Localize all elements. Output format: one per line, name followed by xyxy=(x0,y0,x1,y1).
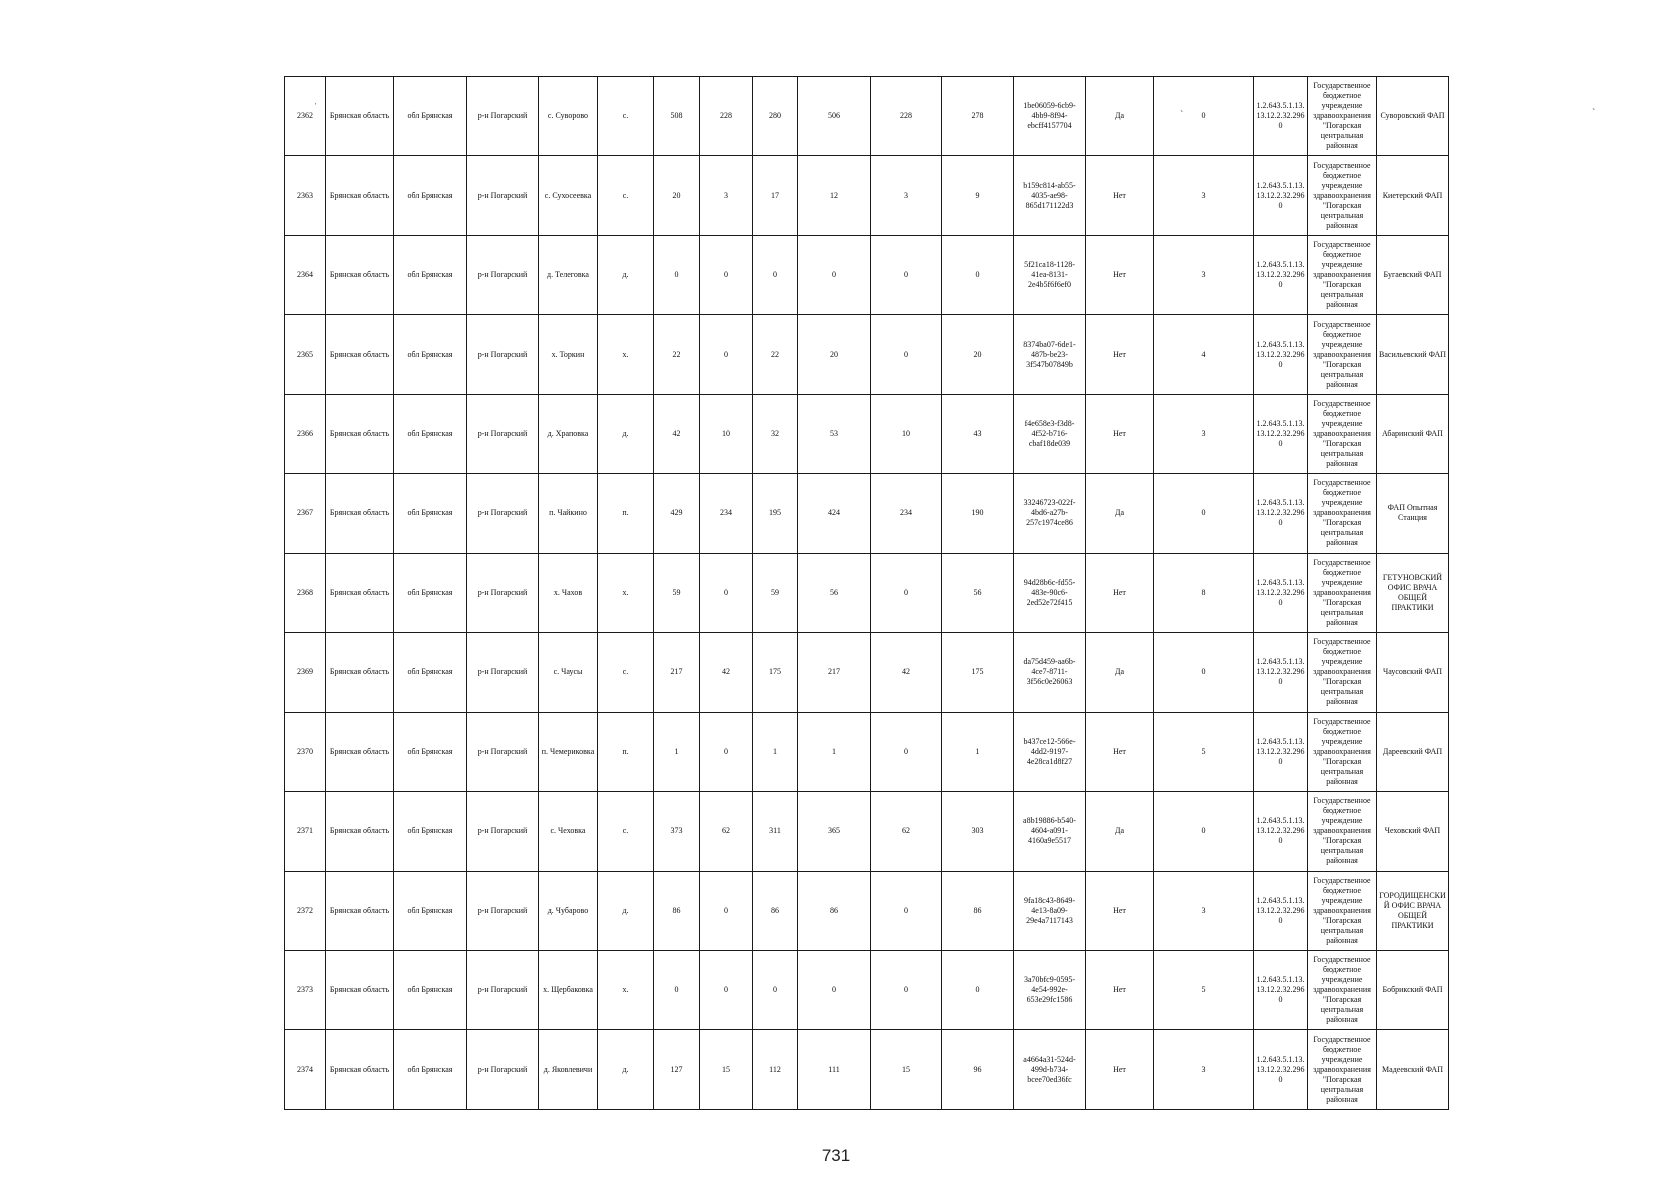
value-cell: 112 xyxy=(753,1030,798,1110)
flag-cell: Нет xyxy=(1086,712,1154,791)
region-cell: Брянская область xyxy=(326,315,394,394)
type-cell: с. xyxy=(598,792,654,871)
type-cell: с. xyxy=(598,77,654,156)
table-row xyxy=(285,792,1449,871)
oblast-cell: обл Брянская xyxy=(394,315,467,394)
code-cell: 1.2.643.5.1.13.13.12.2.32.2960 xyxy=(1254,871,1308,950)
settlement-cell: с. Чеховка xyxy=(539,792,598,871)
settlement-cell: х. Щербаковка xyxy=(539,950,598,1029)
guid-cell: 3a70bfc9-0595-4e54-992e-653e29fc1586 xyxy=(1014,950,1086,1029)
organization-cell: Государственное бюджетное учреждение здравоохранения "Погарская центральная районная xyxy=(1308,553,1377,632)
district-cell: р-н Погарский xyxy=(467,235,539,314)
count-cell: 0 xyxy=(1154,474,1254,553)
district-cell: р-н Погарский xyxy=(467,474,539,553)
row-number: 2362 xyxy=(285,77,326,156)
table-row xyxy=(285,871,1449,950)
value-cell: 0 xyxy=(871,553,942,632)
value-cell: 228 xyxy=(700,77,753,156)
settlement-cell: х. Чахов xyxy=(539,553,598,632)
code-cell: 1.2.643.5.1.13.13.12.2.32.2960 xyxy=(1254,712,1308,791)
row-number: 2370 xyxy=(285,712,326,791)
value-cell: 175 xyxy=(753,633,798,712)
settlement-cell: п. Чайкино xyxy=(539,474,598,553)
table-row xyxy=(285,553,1449,632)
value-cell: 190 xyxy=(942,474,1014,553)
type-cell: х. xyxy=(598,315,654,394)
value-cell: 1 xyxy=(942,712,1014,791)
value-cell: 127 xyxy=(654,1030,700,1110)
value-cell: 22 xyxy=(654,315,700,394)
code-cell: 1.2.643.5.1.13.13.12.2.32.2960 xyxy=(1254,792,1308,871)
code-cell: 1.2.643.5.1.13.13.12.2.32.2960 xyxy=(1254,1030,1308,1110)
table-row xyxy=(285,950,1449,1029)
guid-cell: a4664a31-524d-499d-b734-bcee70ed36fc xyxy=(1014,1030,1086,1110)
oblast-cell: обл Брянская xyxy=(394,394,467,473)
value-cell: 429 xyxy=(654,474,700,553)
value-cell: 217 xyxy=(654,633,700,712)
value-cell: 62 xyxy=(700,792,753,871)
fap-cell: ГОРОДИЩЕНСКИЙ ОФИС ВРАЧА ОБЩЕЙ ПРАКТИКИ xyxy=(1377,871,1449,950)
settlement-cell: х. Торкин xyxy=(539,315,598,394)
value-cell: 0 xyxy=(700,315,753,394)
region-cell: Брянская область xyxy=(326,950,394,1029)
code-cell: 1.2.643.5.1.13.13.12.2.32.2960 xyxy=(1254,553,1308,632)
organization-cell: Государственное бюджетное учреждение здравоохранения "Погарская центральная районная xyxy=(1308,712,1377,791)
table-row xyxy=(285,633,1449,712)
type-cell: п. xyxy=(598,474,654,553)
type-cell: х. xyxy=(598,553,654,632)
count-cell: 0 xyxy=(1154,77,1254,156)
value-cell: 217 xyxy=(798,633,871,712)
organization-cell: Государственное бюджетное учреждение здравоохранения "Погарская центральная районная xyxy=(1308,315,1377,394)
value-cell: 278 xyxy=(942,77,1014,156)
value-cell: 3 xyxy=(871,156,942,235)
value-cell: 59 xyxy=(753,553,798,632)
flag-cell: Нет xyxy=(1086,553,1154,632)
row-number: 2366 xyxy=(285,394,326,473)
oblast-cell: обл Брянская xyxy=(394,950,467,1029)
organization-cell: Государственное бюджетное учреждение здравоохранения "Погарская центральная районная xyxy=(1308,792,1377,871)
flag-cell: Да xyxy=(1086,792,1154,871)
settlements-table xyxy=(284,76,1449,1110)
value-cell: 0 xyxy=(700,950,753,1029)
region-cell: Брянская область xyxy=(326,792,394,871)
row-number: 2365 xyxy=(285,315,326,394)
scan-speck: ˋ xyxy=(1592,108,1596,119)
guid-cell: 94d28b6c-fd55-483e-90c6-2ed52e72f415 xyxy=(1014,553,1086,632)
oblast-cell: обл Брянская xyxy=(394,235,467,314)
count-cell: 0 xyxy=(1154,633,1254,712)
row-number: 2364 xyxy=(285,235,326,314)
value-cell: 10 xyxy=(700,394,753,473)
guid-cell: f4e658e3-f3d8-4f52-b716-cbaf18de039 xyxy=(1014,394,1086,473)
value-cell: 56 xyxy=(798,553,871,632)
guid-cell: 1be06059-6cb9-4bb9-8f94-ebcff4157704 xyxy=(1014,77,1086,156)
value-cell: 0 xyxy=(700,712,753,791)
settlement-cell: д. Яковлевичи xyxy=(539,1030,598,1110)
organization-cell: Государственное бюджетное учреждение здравоохранения "Погарская центральная районная xyxy=(1308,394,1377,473)
organization-cell: Государственное бюджетное учреждение здравоохранения "Погарская центральная районная xyxy=(1308,156,1377,235)
value-cell: 86 xyxy=(654,871,700,950)
value-cell: 1 xyxy=(798,712,871,791)
oblast-cell: обл Брянская xyxy=(394,1030,467,1110)
code-cell: 1.2.643.5.1.13.13.12.2.32.2960 xyxy=(1254,315,1308,394)
value-cell: 373 xyxy=(654,792,700,871)
fap-cell: Суворовский ФАП xyxy=(1377,77,1449,156)
oblast-cell: обл Брянская xyxy=(394,156,467,235)
settlement-cell: д. Чубарово xyxy=(539,871,598,950)
value-cell: 42 xyxy=(700,633,753,712)
value-cell: 0 xyxy=(654,950,700,1029)
value-cell: 0 xyxy=(942,235,1014,314)
settlement-cell: с. Суворово xyxy=(539,77,598,156)
guid-cell: 33246723-022f-4bd6-a27b-257c1974ce86 xyxy=(1014,474,1086,553)
code-cell: 1.2.643.5.1.13.13.12.2.32.2960 xyxy=(1254,950,1308,1029)
fap-cell: ФАП Опытная Станция xyxy=(1377,474,1449,553)
count-cell: 5 xyxy=(1154,712,1254,791)
count-cell: 8 xyxy=(1154,553,1254,632)
code-cell: 1.2.643.5.1.13.13.12.2.32.2960 xyxy=(1254,235,1308,314)
guid-cell: b437ce12-566e-4dd2-9197-4e28ca1d8f27 xyxy=(1014,712,1086,791)
guid-cell: b159c814-ab55-4035-ae98-865d171122d3 xyxy=(1014,156,1086,235)
organization-cell: Государственное бюджетное учреждение здравоохранения "Погарская центральная районная xyxy=(1308,1030,1377,1110)
flag-cell: Нет xyxy=(1086,156,1154,235)
fap-cell: Васильевский ФАП xyxy=(1377,315,1449,394)
value-cell: 20 xyxy=(942,315,1014,394)
settlement-cell: п. Чемериковка xyxy=(539,712,598,791)
region-cell: Брянская область xyxy=(326,156,394,235)
organization-cell: Государственное бюджетное учреждение здравоохранения "Погарская центральная районная xyxy=(1308,633,1377,712)
type-cell: х. xyxy=(598,950,654,1029)
row-number: 2369 xyxy=(285,633,326,712)
fap-cell: Киетерский ФАП xyxy=(1377,156,1449,235)
row-number: 2367 xyxy=(285,474,326,553)
region-cell: Брянская область xyxy=(326,633,394,712)
guid-cell: 8374ba07-6de1-487b-be23-3f547b07849b xyxy=(1014,315,1086,394)
fap-cell: Чеховский ФАП xyxy=(1377,792,1449,871)
value-cell: 424 xyxy=(798,474,871,553)
value-cell: 311 xyxy=(753,792,798,871)
settlement-cell: с. Сухосеевка xyxy=(539,156,598,235)
table-row xyxy=(285,156,1449,235)
table-row xyxy=(285,474,1449,553)
value-cell: 0 xyxy=(700,553,753,632)
settlement-cell: д. Телеговка xyxy=(539,235,598,314)
count-cell: 3 xyxy=(1154,871,1254,950)
settlement-cell: д. Храповка xyxy=(539,394,598,473)
scan-speck: ˈ xyxy=(314,102,318,113)
table-row xyxy=(285,315,1449,394)
region-cell: Брянская область xyxy=(326,235,394,314)
flag-cell: Нет xyxy=(1086,950,1154,1029)
value-cell: 86 xyxy=(753,871,798,950)
value-cell: 0 xyxy=(700,235,753,314)
oblast-cell: обл Брянская xyxy=(394,553,467,632)
page-number: 731 xyxy=(821,1146,851,1165)
value-cell: 32 xyxy=(753,394,798,473)
value-cell: 0 xyxy=(871,950,942,1029)
fap-cell: Дареевский ФАП xyxy=(1377,712,1449,791)
value-cell: 0 xyxy=(753,235,798,314)
oblast-cell: обл Брянская xyxy=(394,792,467,871)
district-cell: р-н Погарский xyxy=(467,315,539,394)
value-cell: 508 xyxy=(654,77,700,156)
value-cell: 0 xyxy=(871,235,942,314)
organization-cell: Государственное бюджетное учреждение здравоохранения "Погарская центральная районная xyxy=(1308,871,1377,950)
fap-cell: Чаусовский ФАП xyxy=(1377,633,1449,712)
value-cell: 12 xyxy=(798,156,871,235)
value-cell: 111 xyxy=(798,1030,871,1110)
table-row xyxy=(285,712,1449,791)
value-cell: 20 xyxy=(798,315,871,394)
value-cell: 42 xyxy=(871,633,942,712)
region-cell: Брянская область xyxy=(326,871,394,950)
count-cell: 4 xyxy=(1154,315,1254,394)
row-number: 2368 xyxy=(285,553,326,632)
fap-cell: Бугаевский ФАП xyxy=(1377,235,1449,314)
value-cell: 86 xyxy=(798,871,871,950)
organization-cell: Государственное бюджетное учреждение здравоохранения "Погарская центральная районная xyxy=(1308,77,1377,156)
oblast-cell: обл Брянская xyxy=(394,712,467,791)
value-cell: 1 xyxy=(654,712,700,791)
row-number: 2363 xyxy=(285,156,326,235)
value-cell: 0 xyxy=(753,950,798,1029)
count-cell: 3 xyxy=(1154,235,1254,314)
flag-cell: Нет xyxy=(1086,871,1154,950)
value-cell: 175 xyxy=(942,633,1014,712)
value-cell: 506 xyxy=(798,77,871,156)
value-cell: 280 xyxy=(753,77,798,156)
value-cell: 43 xyxy=(942,394,1014,473)
district-cell: р-н Погарский xyxy=(467,553,539,632)
value-cell: 22 xyxy=(753,315,798,394)
value-cell: 0 xyxy=(871,712,942,791)
district-cell: р-н Погарский xyxy=(467,1030,539,1110)
flag-cell: Нет xyxy=(1086,1030,1154,1110)
value-cell: 0 xyxy=(654,235,700,314)
table-row xyxy=(285,1030,1449,1110)
flag-cell: Нет xyxy=(1086,394,1154,473)
value-cell: 0 xyxy=(798,235,871,314)
fap-cell: Абаринский ФАП xyxy=(1377,394,1449,473)
type-cell: с. xyxy=(598,156,654,235)
scan-speck: ˋ xyxy=(1180,110,1184,121)
value-cell: 59 xyxy=(654,553,700,632)
oblast-cell: обл Брянская xyxy=(394,871,467,950)
district-cell: р-н Погарский xyxy=(467,633,539,712)
value-cell: 0 xyxy=(871,871,942,950)
value-cell: 15 xyxy=(871,1030,942,1110)
guid-cell: 9fa18c43-8649-4e13-8a09-29e4a7117143 xyxy=(1014,871,1086,950)
oblast-cell: обл Брянская xyxy=(394,474,467,553)
value-cell: 9 xyxy=(942,156,1014,235)
type-cell: д. xyxy=(598,394,654,473)
oblast-cell: обл Брянская xyxy=(394,77,467,156)
region-cell: Брянская область xyxy=(326,553,394,632)
fap-cell: ГЕТУНОВСКИЙ ОФИС ВРАЧА ОБЩЕЙ ПРАКТИКИ xyxy=(1377,553,1449,632)
district-cell: р-н Погарский xyxy=(467,792,539,871)
value-cell: 53 xyxy=(798,394,871,473)
region-cell: Брянская область xyxy=(326,712,394,791)
flag-cell: Да xyxy=(1086,633,1154,712)
guid-cell: a8b19886-b540-4604-a091-4160a9e5517 xyxy=(1014,792,1086,871)
value-cell: 195 xyxy=(753,474,798,553)
value-cell: 1 xyxy=(753,712,798,791)
flag-cell: Нет xyxy=(1086,315,1154,394)
type-cell: д. xyxy=(598,871,654,950)
table-row xyxy=(285,235,1449,314)
type-cell: с. xyxy=(598,633,654,712)
organization-cell: Государственное бюджетное учреждение здравоохранения "Погарская центральная районная xyxy=(1308,950,1377,1029)
region-cell: Брянская область xyxy=(326,474,394,553)
flag-cell: Да xyxy=(1086,77,1154,156)
fap-cell: Бобрикский ФАП xyxy=(1377,950,1449,1029)
type-cell: д. xyxy=(598,1030,654,1110)
code-cell: 1.2.643.5.1.13.13.12.2.32.2960 xyxy=(1254,394,1308,473)
guid-cell: da75d459-aa6b-4ce7-8711-3f56c0e26063 xyxy=(1014,633,1086,712)
flag-cell: Нет xyxy=(1086,235,1154,314)
row-number: 2373 xyxy=(285,950,326,1029)
code-cell: 1.2.643.5.1.13.13.12.2.32.2960 xyxy=(1254,474,1308,553)
value-cell: 0 xyxy=(798,950,871,1029)
settlement-cell: с. Чаусы xyxy=(539,633,598,712)
value-cell: 0 xyxy=(871,315,942,394)
row-number: 2374 xyxy=(285,1030,326,1110)
count-cell: 0 xyxy=(1154,792,1254,871)
count-cell: 5 xyxy=(1154,950,1254,1029)
count-cell: 3 xyxy=(1154,394,1254,473)
type-cell: п. xyxy=(598,712,654,791)
value-cell: 10 xyxy=(871,394,942,473)
district-cell: р-н Погарский xyxy=(467,156,539,235)
value-cell: 42 xyxy=(654,394,700,473)
value-cell: 86 xyxy=(942,871,1014,950)
district-cell: р-н Погарский xyxy=(467,950,539,1029)
row-number: 2372 xyxy=(285,871,326,950)
count-cell: 3 xyxy=(1154,1030,1254,1110)
organization-cell: Государственное бюджетное учреждение здравоохранения "Погарская центральная районная xyxy=(1308,235,1377,314)
region-cell: Брянская область xyxy=(326,77,394,156)
district-cell: р-н Погарский xyxy=(467,77,539,156)
organization-cell: Государственное бюджетное учреждение здравоохранения "Погарская центральная районная xyxy=(1308,474,1377,553)
code-cell: 1.2.643.5.1.13.13.12.2.32.2960 xyxy=(1254,156,1308,235)
value-cell: 56 xyxy=(942,553,1014,632)
value-cell: 3 xyxy=(700,156,753,235)
value-cell: 228 xyxy=(871,77,942,156)
flag-cell: Да xyxy=(1086,474,1154,553)
value-cell: 15 xyxy=(700,1030,753,1110)
value-cell: 303 xyxy=(942,792,1014,871)
value-cell: 62 xyxy=(871,792,942,871)
value-cell: 0 xyxy=(700,871,753,950)
value-cell: 365 xyxy=(798,792,871,871)
value-cell: 234 xyxy=(871,474,942,553)
table-row xyxy=(285,394,1449,473)
value-cell: 0 xyxy=(942,950,1014,1029)
value-cell: 234 xyxy=(700,474,753,553)
district-cell: р-н Погарский xyxy=(467,871,539,950)
district-cell: р-н Погарский xyxy=(467,712,539,791)
guid-cell: 5f21ca18-1128-41ea-8131-2e4b5f6f6ef0 xyxy=(1014,235,1086,314)
region-cell: Брянская область xyxy=(326,1030,394,1110)
region-cell: Брянская область xyxy=(326,394,394,473)
oblast-cell: обл Брянская xyxy=(394,633,467,712)
count-cell: 3 xyxy=(1154,156,1254,235)
district-cell: р-н Погарский xyxy=(467,394,539,473)
row-number: 2371 xyxy=(285,792,326,871)
fap-cell: Мадеевский ФАП xyxy=(1377,1030,1449,1110)
code-cell: 1.2.643.5.1.13.13.12.2.32.2960 xyxy=(1254,77,1308,156)
value-cell: 20 xyxy=(654,156,700,235)
code-cell: 1.2.643.5.1.13.13.12.2.32.2960 xyxy=(1254,633,1308,712)
type-cell: д. xyxy=(598,235,654,314)
value-cell: 96 xyxy=(942,1030,1014,1110)
table-row xyxy=(285,77,1449,156)
value-cell: 17 xyxy=(753,156,798,235)
